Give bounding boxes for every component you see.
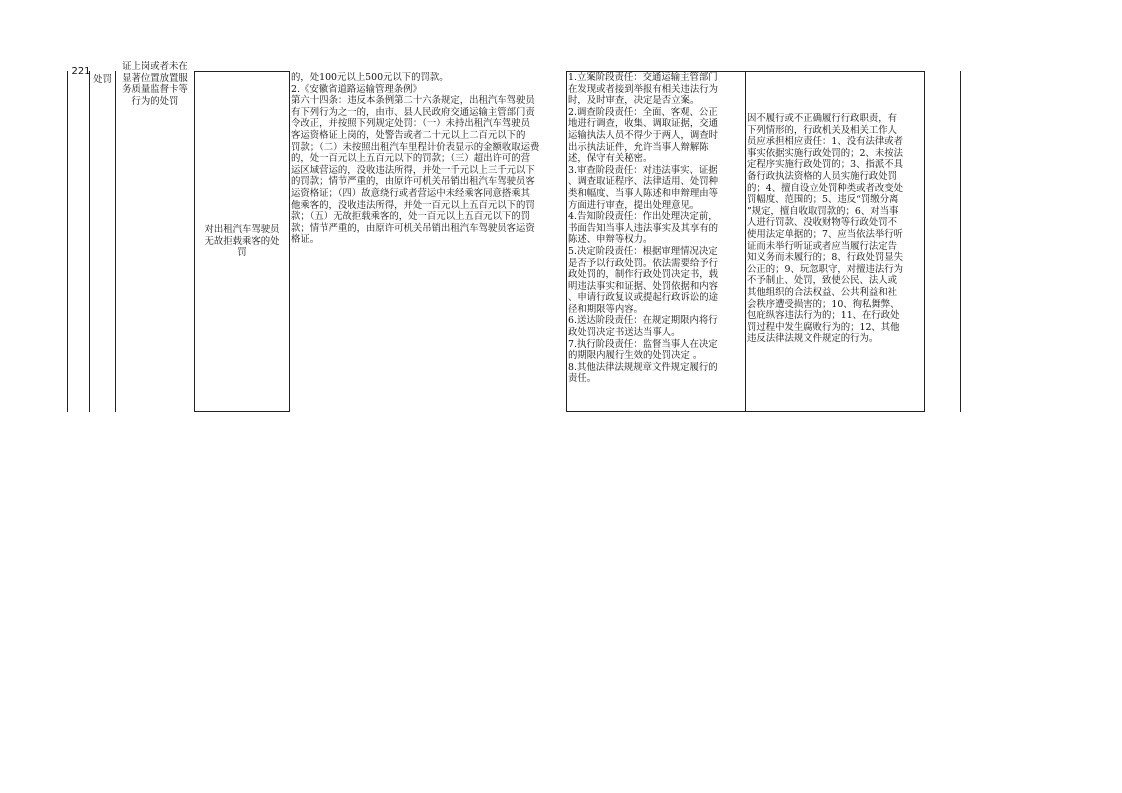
column-border [194, 71, 195, 412]
row-border [194, 71, 290, 72]
row-border [566, 411, 925, 412]
column-border [67, 71, 68, 412]
column-border [115, 71, 116, 412]
column-border [566, 71, 567, 412]
column-border [924, 71, 925, 412]
responsibility-cell: 1.立案阶段责任：交通运输主管部门 在发现或者接到举报有相关违法行为 时，及时审查，决定是否立案。 2.调查阶段责任：全面、客观、公正 地进行调查，收集、调取证据，交通 运输执法人员不得少于两人，调查时 出示执法证件，允许当事人辩解陈 述，保守有关秘密。 3.审查阶段责任：对违法事实、证据 、调查取证程序、法律适用、处罚种 类和幅度、当事人陈述和申辩理由等 方面进行审查，提出处理意见。 4.告知阶段责任：作出处理决定前， 书面告知当事人违法事实及其享有的 陈述、申辩等权力。 5.决定阶段责任：根据审理情况决定 是否予以行政处罚。依法需要给予行 政处罚的，制作行政处罚决定书，载 明违法事实和证据、处罚依据和内容 、申请行政复议或提起行政诉讼的途 径和期限等内容。 6.送达阶段责任：在规定期限内将行 政处罚决定书送达当事人。 7.执行阶段责任：监督当事人在决定 的期限内履行生效的处罚决定 。 8.其他法律法规规章文件规定履行的 责任。 [568, 72, 719, 385]
category-cell: 处罚 [93, 74, 112, 85]
legal-basis-cell: 的，处100元以上500元以下的罚款。 2.《安徽省道路运输管理条例》 第六十四条：违反本条例第二十六条规定，出租汽车驾驶员 有下列行为之一的，由市、县人民政府交通运输主管部门责 令改正，并按照下列规定处罚：（一）未持出租汽车驾驶员 客运资格证上岗的，处警告或者二十元以上二百元以下的 罚款；（二）未按照出租汽车里程计价表显示的金额收取运费 的，处一百元以上五百元以下的罚款；（三）超出许可的营 运区域营运的，没收违法所得，并处一千元以上三千元以下 的罚款；情节严重的，由原许可机关吊销出租汽车驾驶员客 运资格证；（四）故意绕行或者营运中未经乘客同意搭乘其 他乘客的，没收违法所得，并处一百元以上五百元以下的罚 款；（五）无故拒载乘客的，处一百元以上五百元以下的罚 款；情节严重的，由原许可机关吊销出租汽车驾驶员客运资 格证。 [291, 72, 540, 246]
accountability-cell: 因不履行或不正确履行行政职责，有 下列情形的，行政机关及相关工作人 员应承担相应责任：1、没有法律或者 事实依据实施行政处罚的；2、未按法 定程序实施行政处罚的；3、指派不具 备行政执法资格的人员实施行政处罚 的；4、擅自设立处罚种类或者改变处 罚幅度、范围的；5、违反“罚缴分离 ”规定，擅自收取罚款的；6、对当事 人进行罚款、没收财物等行政处罚不 使用法定单据的；7、应当依法举行听 证而未举行听证或者应当履行法定告 知义务而未履行的；8、行政处罚显失 公正的；9、玩忽职守，对擅违法行为 不予制止、处罚，致使公民、法人或 其他组织的合法权益、公共利益和社 会秩序遭受损害的；10、徇私舞弊、 包庇纵容违法行为的；11、在行政处 罚过程中发生腐败行为的；12、其他 违反法律法规文件规定的行为。 [747, 113, 903, 345]
row-border [194, 411, 290, 412]
column-border [745, 71, 746, 412]
row-number: 221 [71, 66, 91, 77]
column-border [89, 71, 90, 412]
column-border [960, 71, 961, 412]
column-border [289, 71, 290, 412]
sub-item-cell: 对出租汽车驾驶员 无故拒载乘客的处 罚 [204, 224, 280, 259]
item-name-cell: 证上岗或者未在 显著位置放置服 务质量监督卡等 行为的处罚 [122, 61, 188, 107]
